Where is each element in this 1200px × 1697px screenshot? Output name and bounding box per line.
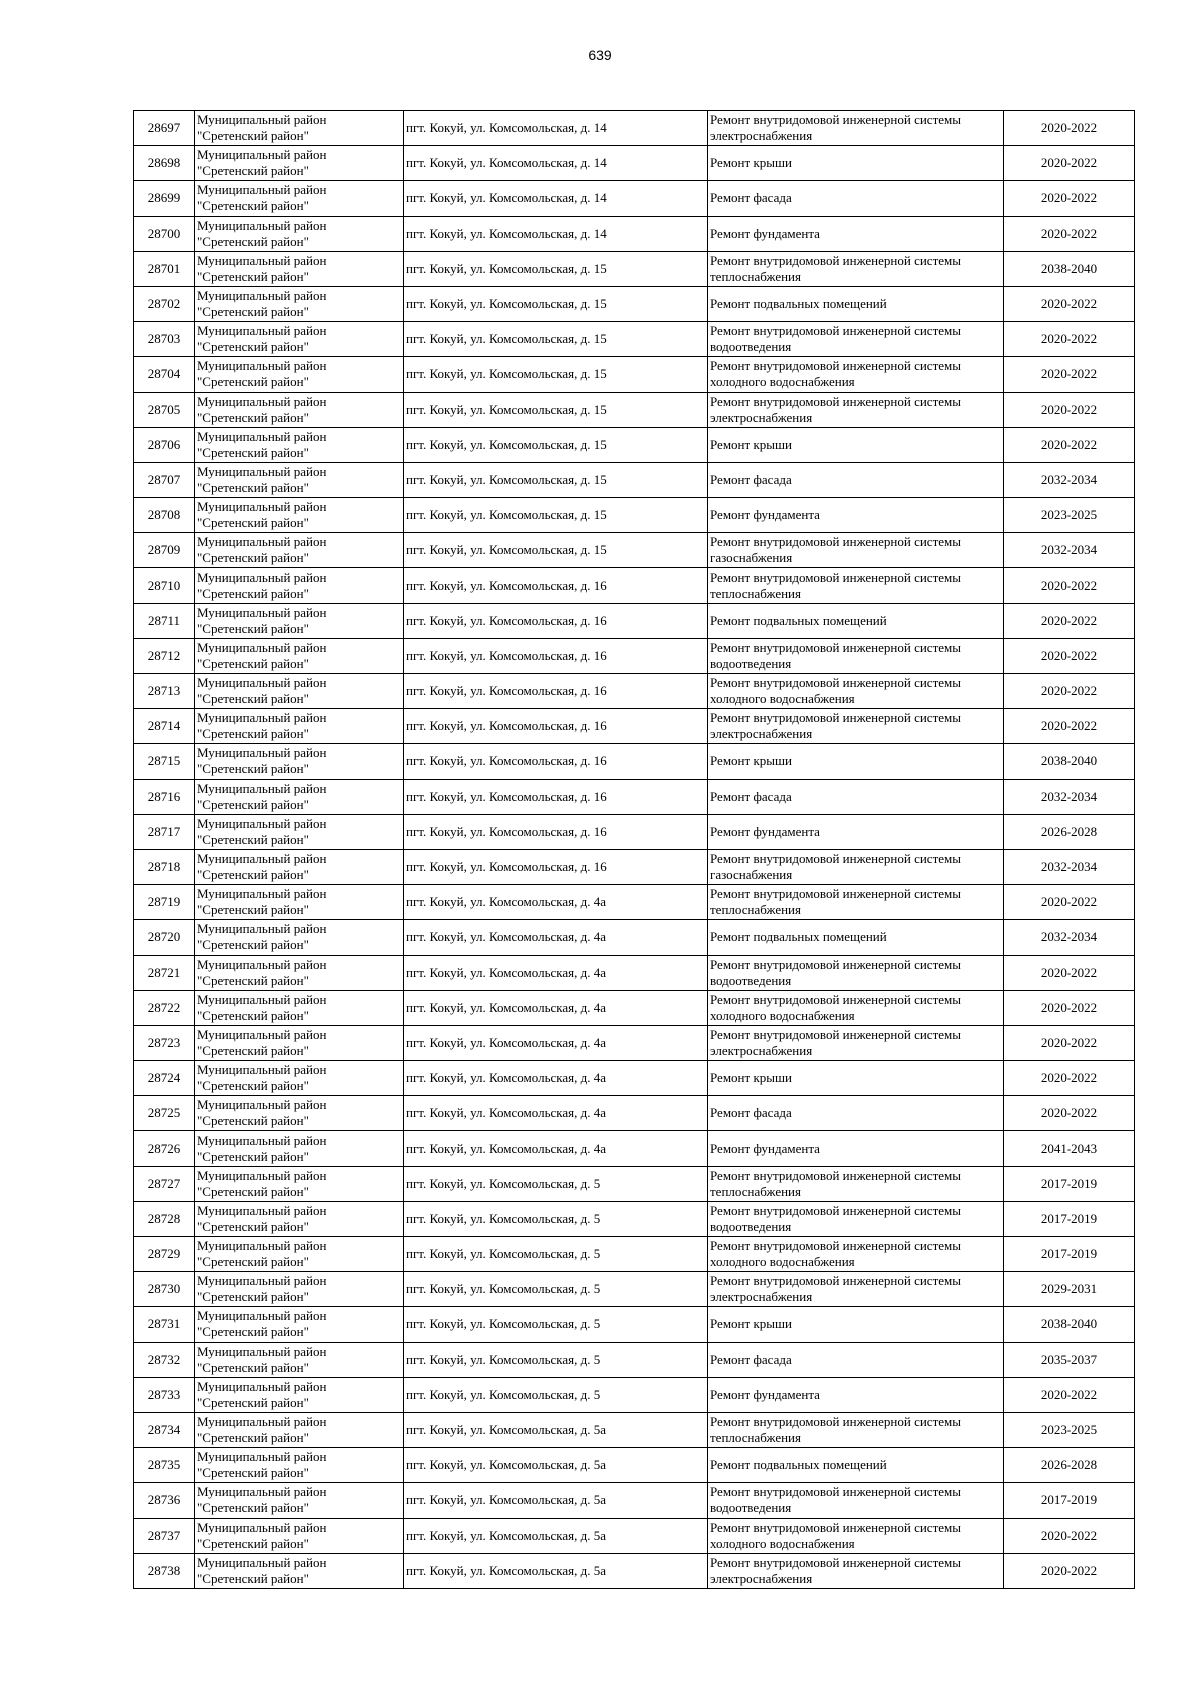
row-number: 28715 xyxy=(134,744,195,779)
work-type-cell: Ремонт внутридомовой инженерной системы электроснабжения xyxy=(708,111,1004,146)
row-number: 28724 xyxy=(134,1061,195,1096)
table-row xyxy=(134,1131,1135,1166)
row-number: 28733 xyxy=(134,1377,195,1412)
table-row xyxy=(134,286,1135,321)
row-number: 28738 xyxy=(134,1553,195,1588)
municipality-cell: Муниципальный район "Сретенский район" xyxy=(195,814,404,849)
work-type-cell: Ремонт фундамента xyxy=(708,1377,1004,1412)
table-row xyxy=(134,885,1135,920)
municipality-cell: Муниципальный район "Сретенский район" xyxy=(195,533,404,568)
address-cell: пгт. Кокуй, ул. Комсомольская, д. 16 xyxy=(404,744,708,779)
period-cell: 2020-2022 xyxy=(1004,955,1135,990)
period-cell: 2020-2022 xyxy=(1004,1061,1135,1096)
table-row xyxy=(134,357,1135,392)
row-number: 28713 xyxy=(134,674,195,709)
row-number: 28708 xyxy=(134,498,195,533)
period-cell: 2020-2022 xyxy=(1004,216,1135,251)
municipality-cell: Муниципальный район "Сретенский район" xyxy=(195,885,404,920)
table-row xyxy=(134,603,1135,638)
period-cell: 2017-2019 xyxy=(1004,1166,1135,1201)
table-row xyxy=(134,111,1135,146)
row-number: 28721 xyxy=(134,955,195,990)
period-cell: 2017-2019 xyxy=(1004,1201,1135,1236)
work-type-cell: Ремонт фундамента xyxy=(708,216,1004,251)
work-type-cell: Ремонт фасада xyxy=(708,462,1004,497)
row-number: 28737 xyxy=(134,1518,195,1553)
work-type-cell: Ремонт внутридомовой инженерной системы теплоснабжения xyxy=(708,1412,1004,1447)
work-type-cell: Ремонт фундамента xyxy=(708,1131,1004,1166)
row-number: 28734 xyxy=(134,1412,195,1447)
address-cell: пгт. Кокуй, ул. Комсомольская, д. 4а xyxy=(404,920,708,955)
row-number: 28704 xyxy=(134,357,195,392)
work-type-cell: Ремонт фасада xyxy=(708,1342,1004,1377)
address-cell: пгт. Кокуй, ул. Комсомольская, д. 16 xyxy=(404,674,708,709)
address-cell: пгт. Кокуй, ул. Комсомольская, д. 15 xyxy=(404,498,708,533)
address-cell: пгт. Кокуй, ул. Комсомольская, д. 16 xyxy=(404,814,708,849)
municipality-cell: Муниципальный район "Сретенский район" xyxy=(195,1237,404,1272)
work-type-cell: Ремонт внутридомовой инженерной системы водоотведения xyxy=(708,1483,1004,1518)
municipality-cell: Муниципальный район "Сретенский район" xyxy=(195,779,404,814)
work-type-cell: Ремонт внутридомовой инженерной системы водоотведения xyxy=(708,955,1004,990)
address-cell: пгт. Кокуй, ул. Комсомольская, д. 4а xyxy=(404,1131,708,1166)
address-cell: пгт. Кокуй, ул. Комсомольская, д. 5а xyxy=(404,1553,708,1588)
row-number: 28732 xyxy=(134,1342,195,1377)
work-type-cell: Ремонт внутридомовой инженерной системы электроснабжения xyxy=(708,1025,1004,1060)
row-number: 28698 xyxy=(134,146,195,181)
address-cell: пгт. Кокуй, ул. Комсомольская, д. 4а xyxy=(404,955,708,990)
table-row xyxy=(134,216,1135,251)
period-cell: 2032-2034 xyxy=(1004,920,1135,955)
row-number: 28727 xyxy=(134,1166,195,1201)
address-cell: пгт. Кокуй, ул. Комсомольская, д. 5 xyxy=(404,1166,708,1201)
municipality-cell: Муниципальный район "Сретенский район" xyxy=(195,1201,404,1236)
work-type-cell: Ремонт внутридомовой инженерной системы электроснабжения xyxy=(708,1272,1004,1307)
address-cell: пгт. Кокуй, ул. Комсомольская, д. 15 xyxy=(404,427,708,462)
period-cell: 2020-2022 xyxy=(1004,1518,1135,1553)
period-cell: 2020-2022 xyxy=(1004,357,1135,392)
municipality-cell: Муниципальный район "Сретенский район" xyxy=(195,498,404,533)
address-cell: пгт. Кокуй, ул. Комсомольская, д. 14 xyxy=(404,181,708,216)
work-type-cell: Ремонт подвальных помещений xyxy=(708,603,1004,638)
period-cell: 2020-2022 xyxy=(1004,1377,1135,1412)
address-cell: пгт. Кокуй, ул. Комсомольская, д. 5а xyxy=(404,1518,708,1553)
period-cell: 2041-2043 xyxy=(1004,1131,1135,1166)
municipality-cell: Муниципальный район "Сретенский район" xyxy=(195,744,404,779)
municipality-cell: Муниципальный район "Сретенский район" xyxy=(195,709,404,744)
table-row xyxy=(134,1201,1135,1236)
work-type-cell: Ремонт внутридомовой инженерной системы теплоснабжения xyxy=(708,251,1004,286)
work-type-cell: Ремонт фасада xyxy=(708,779,1004,814)
period-cell: 2020-2022 xyxy=(1004,146,1135,181)
municipality-cell: Муниципальный район "Сретенский район" xyxy=(195,357,404,392)
work-type-cell: Ремонт крыши xyxy=(708,427,1004,462)
municipality-cell: Муниципальный район "Сретенский район" xyxy=(195,849,404,884)
municipality-cell: Муниципальный район "Сретенский район" xyxy=(195,674,404,709)
municipality-cell: Муниципальный район "Сретенский район" xyxy=(195,146,404,181)
address-cell: пгт. Кокуй, ул. Комсомольская, д. 15 xyxy=(404,533,708,568)
work-type-cell: Ремонт внутридомовой инженерной системы холодного водоснабжения xyxy=(708,674,1004,709)
period-cell: 2020-2022 xyxy=(1004,286,1135,321)
municipality-cell: Муниципальный район "Сретенский район" xyxy=(195,1061,404,1096)
table-row xyxy=(134,814,1135,849)
work-type-cell: Ремонт подвальных помещений xyxy=(708,1448,1004,1483)
municipality-cell: Муниципальный район "Сретенский район" xyxy=(195,638,404,673)
table-row xyxy=(134,1272,1135,1307)
work-type-cell: Ремонт крыши xyxy=(708,146,1004,181)
municipality-cell: Муниципальный район "Сретенский район" xyxy=(195,322,404,357)
work-type-cell: Ремонт внутридомовой инженерной системы холодного водоснабжения xyxy=(708,1518,1004,1553)
period-cell: 2017-2019 xyxy=(1004,1237,1135,1272)
period-cell: 2026-2028 xyxy=(1004,1448,1135,1483)
address-cell: пгт. Кокуй, ул. Комсомольская, д. 16 xyxy=(404,779,708,814)
table-row xyxy=(134,744,1135,779)
period-cell: 2032-2034 xyxy=(1004,533,1135,568)
period-cell: 2020-2022 xyxy=(1004,181,1135,216)
row-number: 28706 xyxy=(134,427,195,462)
address-cell: пгт. Кокуй, ул. Комсомольская, д. 5 xyxy=(404,1201,708,1236)
municipality-cell: Муниципальный район "Сретенский район" xyxy=(195,1307,404,1342)
municipality-cell: Муниципальный район "Сретенский район" xyxy=(195,1448,404,1483)
table-row xyxy=(134,990,1135,1025)
period-cell: 2020-2022 xyxy=(1004,603,1135,638)
period-cell: 2026-2028 xyxy=(1004,814,1135,849)
page-number: 639 xyxy=(588,47,612,63)
row-number: 28717 xyxy=(134,814,195,849)
municipality-cell: Муниципальный район "Сретенский район" xyxy=(195,181,404,216)
row-number: 28700 xyxy=(134,216,195,251)
table-row xyxy=(134,427,1135,462)
period-cell: 2017-2019 xyxy=(1004,1483,1135,1518)
period-cell: 2020-2022 xyxy=(1004,990,1135,1025)
address-cell: пгт. Кокуй, ул. Комсомольская, д. 15 xyxy=(404,462,708,497)
work-type-cell: Ремонт крыши xyxy=(708,1061,1004,1096)
table-row xyxy=(134,1025,1135,1060)
municipality-cell: Муниципальный район "Сретенский район" xyxy=(195,427,404,462)
table-row xyxy=(134,1553,1135,1588)
municipality-cell: Муниципальный район "Сретенский район" xyxy=(195,990,404,1025)
period-cell: 2032-2034 xyxy=(1004,849,1135,884)
row-number: 28710 xyxy=(134,568,195,603)
municipality-cell: Муниципальный район "Сретенский район" xyxy=(195,603,404,638)
address-cell: пгт. Кокуй, ул. Комсомольская, д. 5а xyxy=(404,1483,708,1518)
table-row xyxy=(134,1448,1135,1483)
period-cell: 2020-2022 xyxy=(1004,709,1135,744)
table-row xyxy=(134,568,1135,603)
table-row xyxy=(134,392,1135,427)
period-cell: 2020-2022 xyxy=(1004,674,1135,709)
row-number: 28697 xyxy=(134,111,195,146)
table-row xyxy=(134,1483,1135,1518)
table-row xyxy=(134,709,1135,744)
row-number: 28729 xyxy=(134,1237,195,1272)
table-row xyxy=(134,322,1135,357)
period-cell: 2038-2040 xyxy=(1004,1307,1135,1342)
municipality-cell: Муниципальный район "Сретенский район" xyxy=(195,1412,404,1447)
row-number: 28705 xyxy=(134,392,195,427)
work-type-cell: Ремонт подвальных помещений xyxy=(708,286,1004,321)
municipality-cell: Муниципальный район "Сретенский район" xyxy=(195,462,404,497)
work-type-cell: Ремонт крыши xyxy=(708,744,1004,779)
work-type-cell: Ремонт внутридомовой инженерной системы теплоснабжения xyxy=(708,1166,1004,1201)
work-type-cell: Ремонт внутридомовой инженерной системы водоотведения xyxy=(708,322,1004,357)
period-cell: 2020-2022 xyxy=(1004,638,1135,673)
row-number: 28709 xyxy=(134,533,195,568)
address-cell: пгт. Кокуй, ул. Комсомольская, д. 15 xyxy=(404,357,708,392)
address-cell: пгт. Кокуй, ул. Комсомольская, д. 14 xyxy=(404,216,708,251)
row-number: 28726 xyxy=(134,1131,195,1166)
work-type-cell: Ремонт внутридомовой инженерной системы электроснабжения xyxy=(708,709,1004,744)
row-number: 28736 xyxy=(134,1483,195,1518)
work-type-cell: Ремонт фундамента xyxy=(708,498,1004,533)
municipality-cell: Муниципальный район "Сретенский район" xyxy=(195,1166,404,1201)
work-type-cell: Ремонт внутридомовой инженерной системы холодного водоснабжения xyxy=(708,1237,1004,1272)
row-number: 28719 xyxy=(134,885,195,920)
table-body xyxy=(134,111,1135,1589)
municipality-cell: Муниципальный район "Сретенский район" xyxy=(195,1342,404,1377)
row-number: 28712 xyxy=(134,638,195,673)
work-type-cell: Ремонт внутридомовой инженерной системы водоотведения xyxy=(708,1201,1004,1236)
municipality-cell: Муниципальный район "Сретенский район" xyxy=(195,1377,404,1412)
work-type-cell: Ремонт внутридомовой инженерной системы холодного водоснабжения xyxy=(708,990,1004,1025)
municipality-cell: Муниципальный район "Сретенский район" xyxy=(195,251,404,286)
table-row xyxy=(134,920,1135,955)
period-cell: 2032-2034 xyxy=(1004,779,1135,814)
municipality-cell: Муниципальный район "Сретенский район" xyxy=(195,1518,404,1553)
address-cell: пгт. Кокуй, ул. Комсомольская, д. 15 xyxy=(404,392,708,427)
address-cell: пгт. Кокуй, ул. Комсомольская, д. 5 xyxy=(404,1342,708,1377)
work-type-cell: Ремонт внутридомовой инженерной системы газоснабжения xyxy=(708,849,1004,884)
address-cell: пгт. Кокуй, ул. Комсомольская, д. 16 xyxy=(404,638,708,673)
municipality-cell: Муниципальный район "Сретенский район" xyxy=(195,111,404,146)
municipality-cell: Муниципальный район "Сретенский район" xyxy=(195,568,404,603)
row-number: 28711 xyxy=(134,603,195,638)
period-cell: 2032-2034 xyxy=(1004,462,1135,497)
table-row xyxy=(134,849,1135,884)
address-cell: пгт. Кокуй, ул. Комсомольская, д. 16 xyxy=(404,568,708,603)
municipality-cell: Муниципальный район "Сретенский район" xyxy=(195,1272,404,1307)
period-cell: 2020-2022 xyxy=(1004,1096,1135,1131)
table-row xyxy=(134,462,1135,497)
address-cell: пгт. Кокуй, ул. Комсомольская, д. 15 xyxy=(404,251,708,286)
period-cell: 2020-2022 xyxy=(1004,1553,1135,1588)
address-cell: пгт. Кокуй, ул. Комсомольская, д. 5 xyxy=(404,1272,708,1307)
row-number: 28701 xyxy=(134,251,195,286)
municipality-cell: Муниципальный район "Сретенский район" xyxy=(195,1553,404,1588)
municipality-cell: Муниципальный район "Сретенский район" xyxy=(195,392,404,427)
row-number: 28731 xyxy=(134,1307,195,1342)
table-row xyxy=(134,638,1135,673)
row-number: 28714 xyxy=(134,709,195,744)
address-cell: пгт. Кокуй, ул. Комсомольская, д. 14 xyxy=(404,146,708,181)
municipality-cell: Муниципальный район "Сретенский район" xyxy=(195,955,404,990)
address-cell: пгт. Кокуй, ул. Комсомольская, д. 5 xyxy=(404,1237,708,1272)
address-cell: пгт. Кокуй, ул. Комсомольская, д. 5 xyxy=(404,1307,708,1342)
period-cell: 2029-2031 xyxy=(1004,1272,1135,1307)
address-cell: пгт. Кокуй, ул. Комсомольская, д. 5а xyxy=(404,1412,708,1447)
table-row xyxy=(134,1096,1135,1131)
row-number: 28728 xyxy=(134,1201,195,1236)
table-row xyxy=(134,533,1135,568)
period-cell: 2023-2025 xyxy=(1004,1412,1135,1447)
work-type-cell: Ремонт фасада xyxy=(708,181,1004,216)
work-type-cell: Ремонт внутридомовой инженерной системы холодного водоснабжения xyxy=(708,357,1004,392)
municipality-cell: Муниципальный район "Сретенский район" xyxy=(195,1131,404,1166)
row-number: 28703 xyxy=(134,322,195,357)
table-row xyxy=(134,146,1135,181)
work-type-cell: Ремонт подвальных помещений xyxy=(708,920,1004,955)
address-cell: пгт. Кокуй, ул. Комсомольская, д. 16 xyxy=(404,709,708,744)
municipality-cell: Муниципальный район "Сретенский район" xyxy=(195,1096,404,1131)
work-type-cell: Ремонт крыши xyxy=(708,1307,1004,1342)
row-number: 28707 xyxy=(134,462,195,497)
address-cell: пгт. Кокуй, ул. Комсомольская, д. 14 xyxy=(404,111,708,146)
table-row xyxy=(134,1237,1135,1272)
address-cell: пгт. Кокуй, ул. Комсомольская, д. 4а xyxy=(404,1025,708,1060)
row-number: 28735 xyxy=(134,1448,195,1483)
table-row xyxy=(134,498,1135,533)
table-row xyxy=(134,779,1135,814)
row-number: 28730 xyxy=(134,1272,195,1307)
period-cell: 2020-2022 xyxy=(1004,568,1135,603)
work-type-cell: Ремонт внутридомовой инженерной системы газоснабжения xyxy=(708,533,1004,568)
period-cell: 2020-2022 xyxy=(1004,885,1135,920)
period-cell: 2020-2022 xyxy=(1004,427,1135,462)
address-cell: пгт. Кокуй, ул. Комсомольская, д. 4а xyxy=(404,1061,708,1096)
period-cell: 2020-2022 xyxy=(1004,1025,1135,1060)
table-row xyxy=(134,674,1135,709)
table-row xyxy=(134,1377,1135,1412)
address-cell: пгт. Кокуй, ул. Комсомольская, д. 4а xyxy=(404,1096,708,1131)
period-cell: 2020-2022 xyxy=(1004,392,1135,427)
table-row xyxy=(134,955,1135,990)
work-type-cell: Ремонт фундамента xyxy=(708,814,1004,849)
address-cell: пгт. Кокуй, ул. Комсомольская, д. 5 xyxy=(404,1377,708,1412)
period-cell: 2038-2040 xyxy=(1004,744,1135,779)
work-type-cell: Ремонт внутридомовой инженерной системы водоотведения xyxy=(708,638,1004,673)
address-cell: пгт. Кокуй, ул. Комсомольская, д. 15 xyxy=(404,322,708,357)
work-type-cell: Ремонт внутридомовой инженерной системы теплоснабжения xyxy=(708,885,1004,920)
table-row xyxy=(134,1307,1135,1342)
address-cell: пгт. Кокуй, ул. Комсомольская, д. 15 xyxy=(404,286,708,321)
municipality-cell: Муниципальный район "Сретенский район" xyxy=(195,286,404,321)
table-row xyxy=(134,1061,1135,1096)
repair-schedule-table xyxy=(133,110,1135,1589)
address-cell: пгт. Кокуй, ул. Комсомольская, д. 16 xyxy=(404,849,708,884)
table-row xyxy=(134,1166,1135,1201)
address-cell: пгт. Кокуй, ул. Комсомольская, д. 16 xyxy=(404,603,708,638)
municipality-cell: Муниципальный район "Сретенский район" xyxy=(195,920,404,955)
work-type-cell: Ремонт внутридомовой инженерной системы электроснабжения xyxy=(708,392,1004,427)
table-row xyxy=(134,1412,1135,1447)
row-number: 28718 xyxy=(134,849,195,884)
table-row xyxy=(134,251,1135,286)
table-row xyxy=(134,1518,1135,1553)
row-number: 28720 xyxy=(134,920,195,955)
work-type-cell: Ремонт фасада xyxy=(708,1096,1004,1131)
work-type-cell: Ремонт внутридомовой инженерной системы теплоснабжения xyxy=(708,568,1004,603)
address-cell: пгт. Кокуй, ул. Комсомольская, д. 4а xyxy=(404,990,708,1025)
row-number: 28702 xyxy=(134,286,195,321)
address-cell: пгт. Кокуй, ул. Комсомольская, д. 5а xyxy=(404,1448,708,1483)
municipality-cell: Муниципальный район "Сретенский район" xyxy=(195,1025,404,1060)
table-row xyxy=(134,1342,1135,1377)
period-cell: 2020-2022 xyxy=(1004,111,1135,146)
row-number: 28722 xyxy=(134,990,195,1025)
row-number: 28723 xyxy=(134,1025,195,1060)
period-cell: 2020-2022 xyxy=(1004,322,1135,357)
municipality-cell: Муниципальный район "Сретенский район" xyxy=(195,1483,404,1518)
address-cell: пгт. Кокуй, ул. Комсомольская, д. 4а xyxy=(404,885,708,920)
period-cell: 2038-2040 xyxy=(1004,251,1135,286)
work-type-cell: Ремонт внутридомовой инженерной системы электроснабжения xyxy=(708,1553,1004,1588)
row-number: 28716 xyxy=(134,779,195,814)
municipality-cell: Муниципальный район "Сретенский район" xyxy=(195,216,404,251)
row-number: 28725 xyxy=(134,1096,195,1131)
table-row xyxy=(134,181,1135,216)
row-number: 28699 xyxy=(134,181,195,216)
period-cell: 2035-2037 xyxy=(1004,1342,1135,1377)
period-cell: 2023-2025 xyxy=(1004,498,1135,533)
